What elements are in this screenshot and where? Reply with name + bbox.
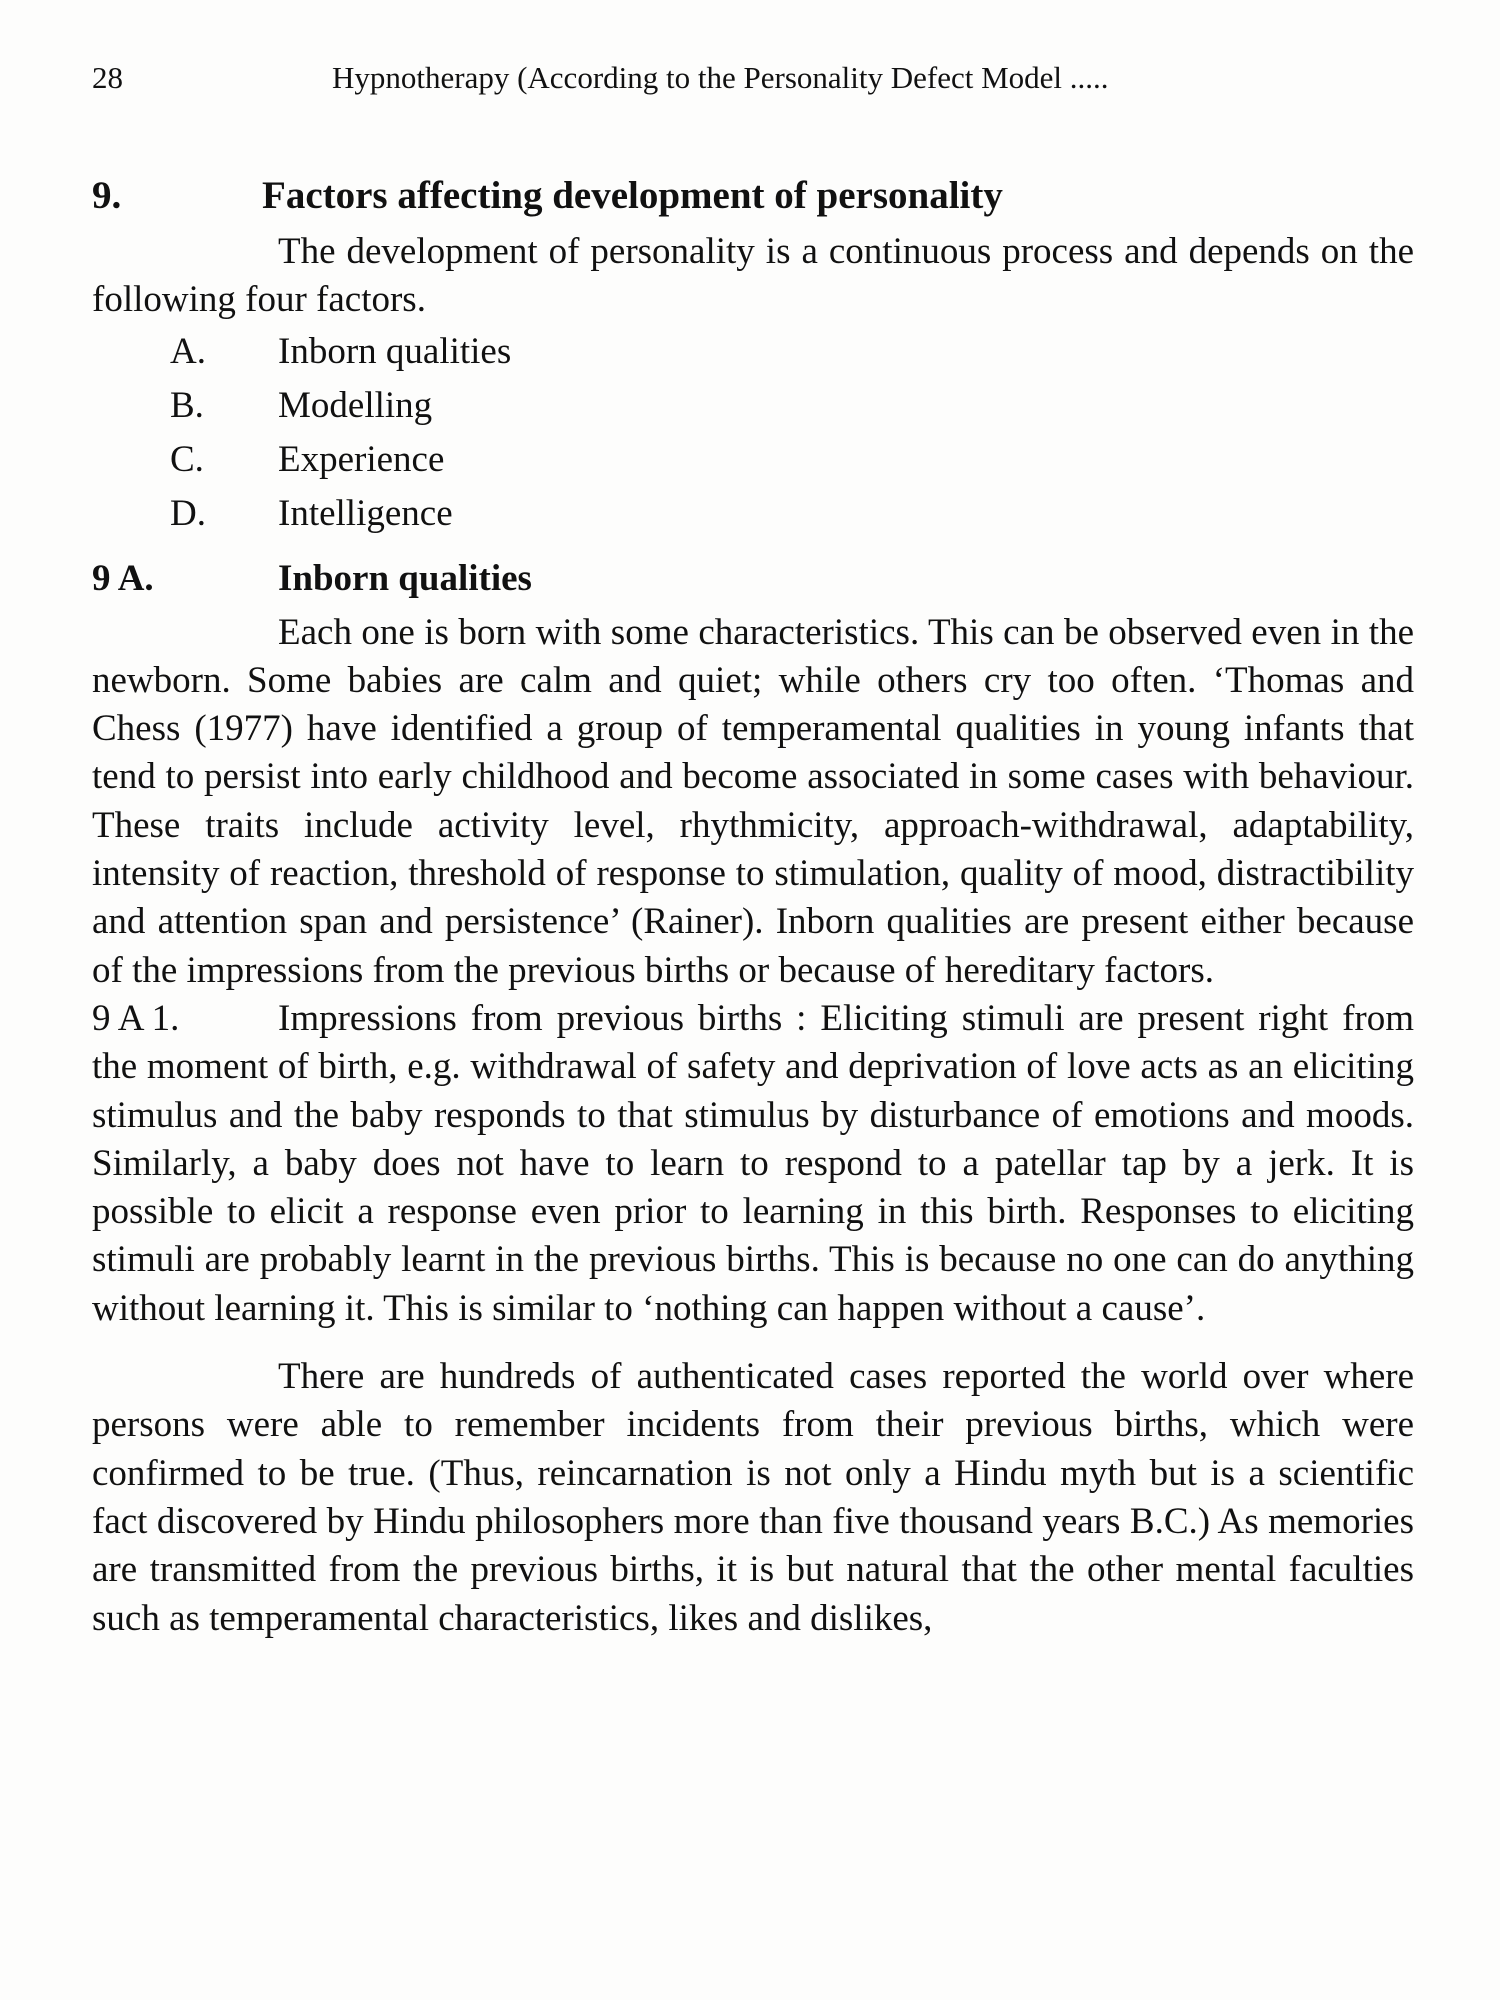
page-content: [92, 170, 1414, 1643]
factor-item-a: [92, 325, 1414, 379]
factor-item-b: [92, 379, 1414, 433]
factor-letter: B.: [170, 384, 204, 426]
factor-label: Inborn qualities: [278, 330, 512, 372]
inborn-qualities-paragraph: Each one is born with some characteristics. This can be observed even in the newborn. Some babies are calm and quiet; while others cry too often. ‘Thomas and Chess (1977) have identified a group of temperamental qualities in young infants that tend to persist into early childhood and become associated in some cases with behaviour. These traits include activity level, rhythmicity, approach-withdrawal, adaptability, intensity of reaction, threshold of response to stimulation, quality of mood, distractibility and attention span and persistence’ (Rainer). Inborn qualities are present either because of the impressions from the previous births or because of hereditary factors.: [92, 611, 1414, 991]
factor-letter: C.: [170, 438, 204, 480]
item-9a1-number: 9 A 1.: [92, 997, 180, 1039]
factor-letter: D.: [170, 492, 206, 534]
factor-list: [92, 325, 1414, 541]
paragraph-gap: [92, 1333, 1414, 1353]
page-number: 28: [92, 60, 123, 95]
subsection-number: 9 A.: [92, 557, 154, 599]
running-head: [92, 58, 1422, 98]
reincarnation-paragraph: There are hundreds of authenticated cases reported the world over where persons were able to remember incidents from their previous births, which were confirmed to be true. (Thus, reincarnation is not only a Hindu myth but is a scientific fact discovered by Hindu philosophers more than five thousand years B.C.) As memories are transmitted from the previous births, it is but natural that the other mental faculties such as temperamental characteristics, likes and dislikes,: [92, 1356, 1414, 1639]
factor-item-d: [92, 487, 1414, 541]
subsection-title: Inborn qualities: [278, 557, 532, 599]
factor-item-c: [92, 433, 1414, 487]
factor-letter: A.: [170, 330, 206, 372]
subsection-heading: [92, 553, 1414, 605]
section-number: 9.: [92, 174, 122, 217]
section-heading: [92, 170, 1414, 222]
section-intro: The development of personality is a continuous process and depends on the following four factors.: [92, 231, 1414, 321]
section-title: Factors affecting development of personality: [262, 174, 1003, 217]
factor-label: Intelligence: [278, 492, 453, 534]
item-9a1-paragraph: [92, 995, 1414, 1333]
item-9a1-text: Impressions from previous births : Eliciting stimuli are present right from the moment of birth, e.g. withdrawal of safety and deprivation of love acts as an eliciting stimulus and the baby responds to that stimulus by disturbance of emotions and moods. Similarly, a baby does not have to learn to respond to a patellar tap by a jerk. It is possible to elicit a response even prior to learning in this birth. Responses to eliciting stimuli are probably learnt in the previous births. This is because no one can do anything without learning it. This is similar to ‘nothing can happen without a cause’.: [92, 997, 1414, 1329]
factor-label: Modelling: [278, 384, 433, 426]
factor-label: Experience: [278, 438, 445, 480]
running-title: Hypnotherapy (According to the Personality Defect Model .....: [332, 60, 1109, 95]
